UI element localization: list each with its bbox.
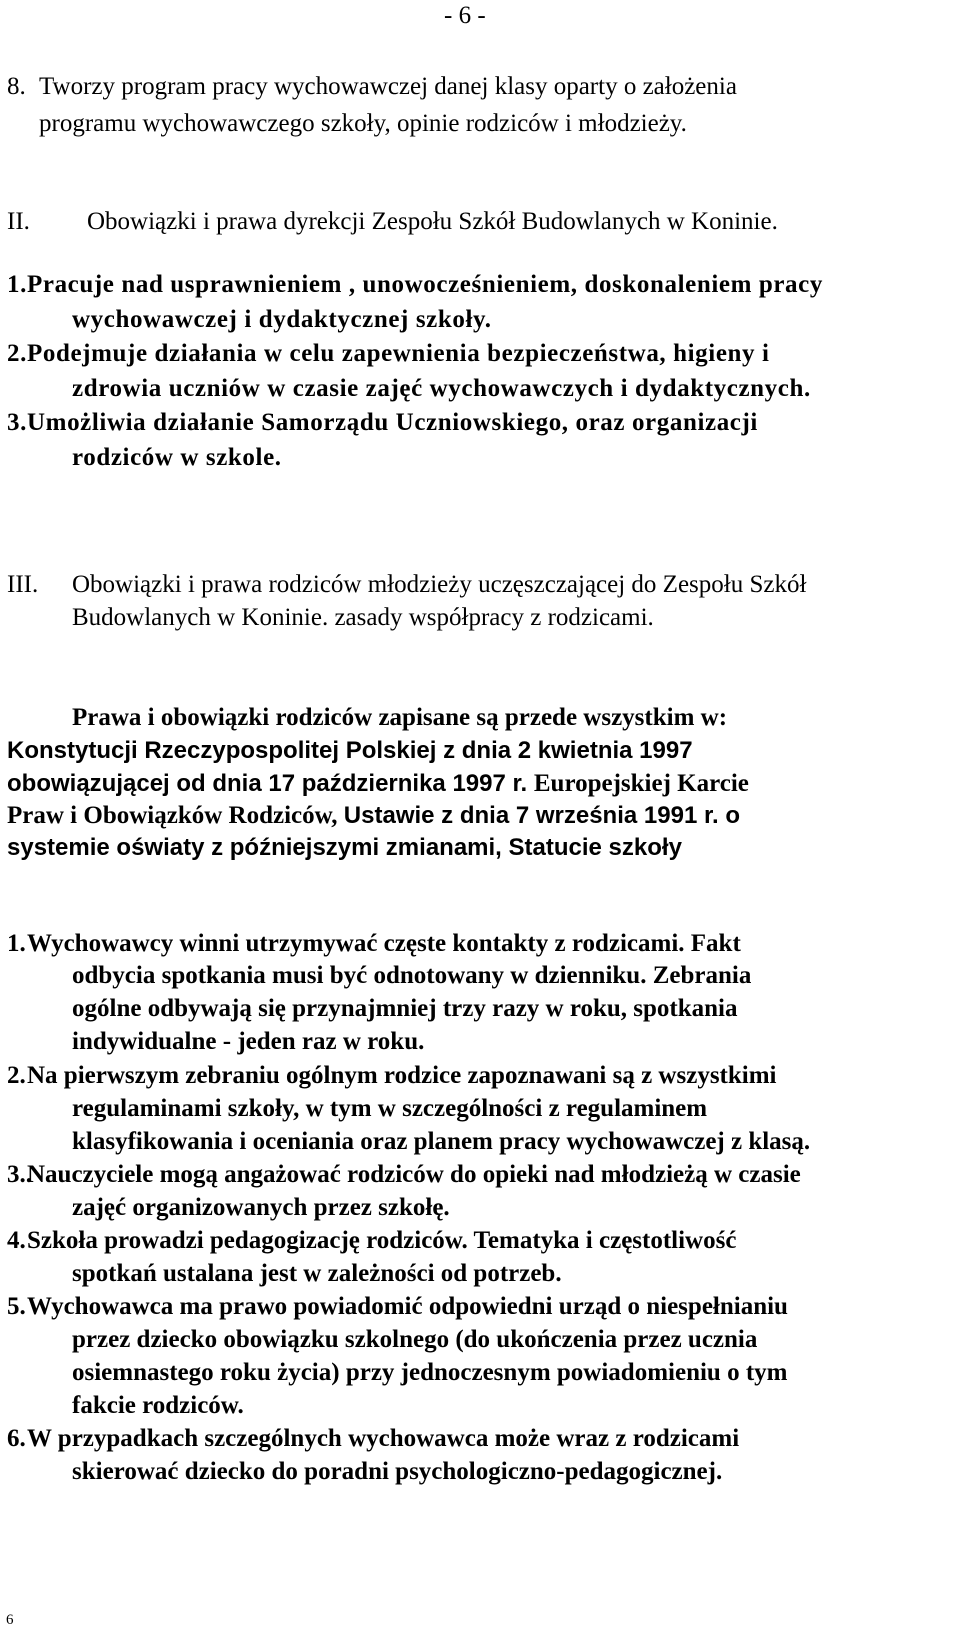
section-title: Obowiązki i prawa rodziców młodzieży uczęszczającej do Zespołu Szkół	[72, 571, 807, 598]
item-text-line: skierować dziecko do poradni psychologiczno-pedagogicznej.	[72, 1458, 723, 1485]
section-heading-iii	[7, 570, 806, 600]
item-8	[7, 72, 737, 102]
item-text-line: Pracuje nad usprawnieniem , unowocześnieniem, doskonaleniem pracy	[27, 271, 823, 298]
page-number: - 6 -	[444, 2, 486, 29]
rights-heading: Prawa i obowiązki rodziców zapisane są przede wszystkim w:	[72, 704, 728, 731]
rights-text: Ustawie z dnia 7 września 1991 r. o	[343, 802, 740, 829]
item-text-line: przez dziecko obowiązku szkolnego (do ukończenia przez ucznia	[72, 1326, 758, 1353]
rights-line: Konstytucji Rzeczypospolitej Polskiej z dnia 2 kwietnia 1997	[7, 737, 693, 764]
item-text-line: zajęć organizowanych przez szkołę.	[72, 1194, 450, 1221]
section-numeral: II.	[7, 208, 30, 235]
rights-line: systemie oświaty z późniejszymi zmianami, Statucie szkoły	[7, 834, 682, 861]
item-text-line: Na pierwszym zebraniu ogólnym rodzice zapoznawani są z wszystkimi	[27, 1062, 777, 1089]
item-number: 6.	[7, 1425, 26, 1452]
item-number: 1.	[7, 930, 26, 957]
rights-text: Praw i Obowiązków Rodziców,	[7, 802, 344, 829]
item-text-line: W przypadkach szczególnych wychowawca może wraz z rodzicami	[27, 1425, 740, 1452]
item-text-line: indywidualne - jeden raz w roku.	[72, 1028, 425, 1055]
item-text-line: Wychowawca ma prawo powiadomić odpowiedni urząd o niespełnianiu	[27, 1293, 788, 1320]
item-number: 3..	[7, 1161, 32, 1188]
rights-line	[7, 769, 749, 799]
item-text-line: fakcie rodziców.	[72, 1392, 244, 1419]
item-text-line: rodziców w szkole.	[72, 444, 282, 471]
item-text-line: programu wychowawczego szkoły, opinie rodziców i młodzieży.	[39, 110, 687, 137]
list-item-5	[7, 1292, 788, 1322]
item-text-line: wychowawczej i dydaktycznej szkoły.	[72, 306, 492, 333]
item-number: 5.	[7, 1293, 26, 1320]
item-text-line: ogólne odbywają się przynajmniej trzy razy w roku, spotkania	[72, 995, 738, 1022]
item-3	[7, 408, 758, 438]
item-text-line: spotkań ustalana jest w zależności od potrzeb.	[72, 1260, 562, 1287]
item-2	[7, 339, 770, 369]
footer-page-number: 6	[6, 1612, 14, 1628]
list-item-1	[7, 929, 741, 959]
item-text-line: odbycia spotkania musi być odnotowany w dzienniku. Zebrania	[72, 962, 752, 989]
section-numeral: III.	[7, 571, 39, 598]
item-text-line: klasyfikowania i oceniania oraz planem pracy wychowawczej z klasą.	[72, 1128, 811, 1155]
list-item-2	[7, 1061, 777, 1091]
item-text-line: Nauczyciele mogą angażować rodziców do opieki nad młodzieżą w czasie	[27, 1161, 801, 1188]
list-item-6	[7, 1424, 739, 1454]
list-item-3	[7, 1160, 801, 1190]
item-number: 3.	[7, 409, 27, 436]
list-item-4	[7, 1226, 736, 1256]
section-title-line: Budowlanych w Koninie. zasady współpracy z rodzicami.	[72, 604, 654, 631]
rights-text: obowiązującej od dnia 17 października 1997 r.	[7, 770, 534, 797]
rights-line	[7, 801, 740, 831]
rights-text: Europejskiej Karcie	[533, 770, 749, 797]
item-text-line: Tworzy program pracy wychowawczej danej klasy oparty o założenia	[39, 73, 737, 100]
item-number: 2.	[7, 1062, 26, 1089]
item-text-line: Wychowawcy winni utrzymywać częste kontakty z rodzicami. Fakt	[27, 930, 741, 957]
item-1	[7, 270, 823, 300]
section-title: Obowiązki i prawa dyrekcji Zespołu Szkół Budowlanych w Koninie.	[87, 208, 778, 235]
item-text-line: Szkoła prowadzi pedagogizację rodziców. Tematyka i częstotliwość	[27, 1227, 737, 1254]
item-text-line: Umożliwia działanie Samorządu Uczniowskiego, oraz organizacji	[27, 409, 758, 436]
item-number: 1.	[7, 271, 27, 298]
item-number: 4.	[7, 1227, 26, 1254]
item-text-line: regulaminami szkoły, w tym w szczególności z regulaminem	[72, 1095, 708, 1122]
item-text-line: zdrowia uczniów w czasie zajęć wychowawczych i dydaktycznych.	[72, 375, 811, 402]
item-text-line: osiemnastego roku życia) przy jednoczesnym powiadomieniu o tym	[72, 1359, 788, 1386]
item-number: 2.	[7, 340, 27, 367]
section-heading-ii	[7, 207, 778, 237]
item-number: 8.	[7, 73, 26, 100]
item-text-line: Podejmuje działania w celu zapewnienia bezpieczeństwa, higieny i	[27, 340, 770, 367]
